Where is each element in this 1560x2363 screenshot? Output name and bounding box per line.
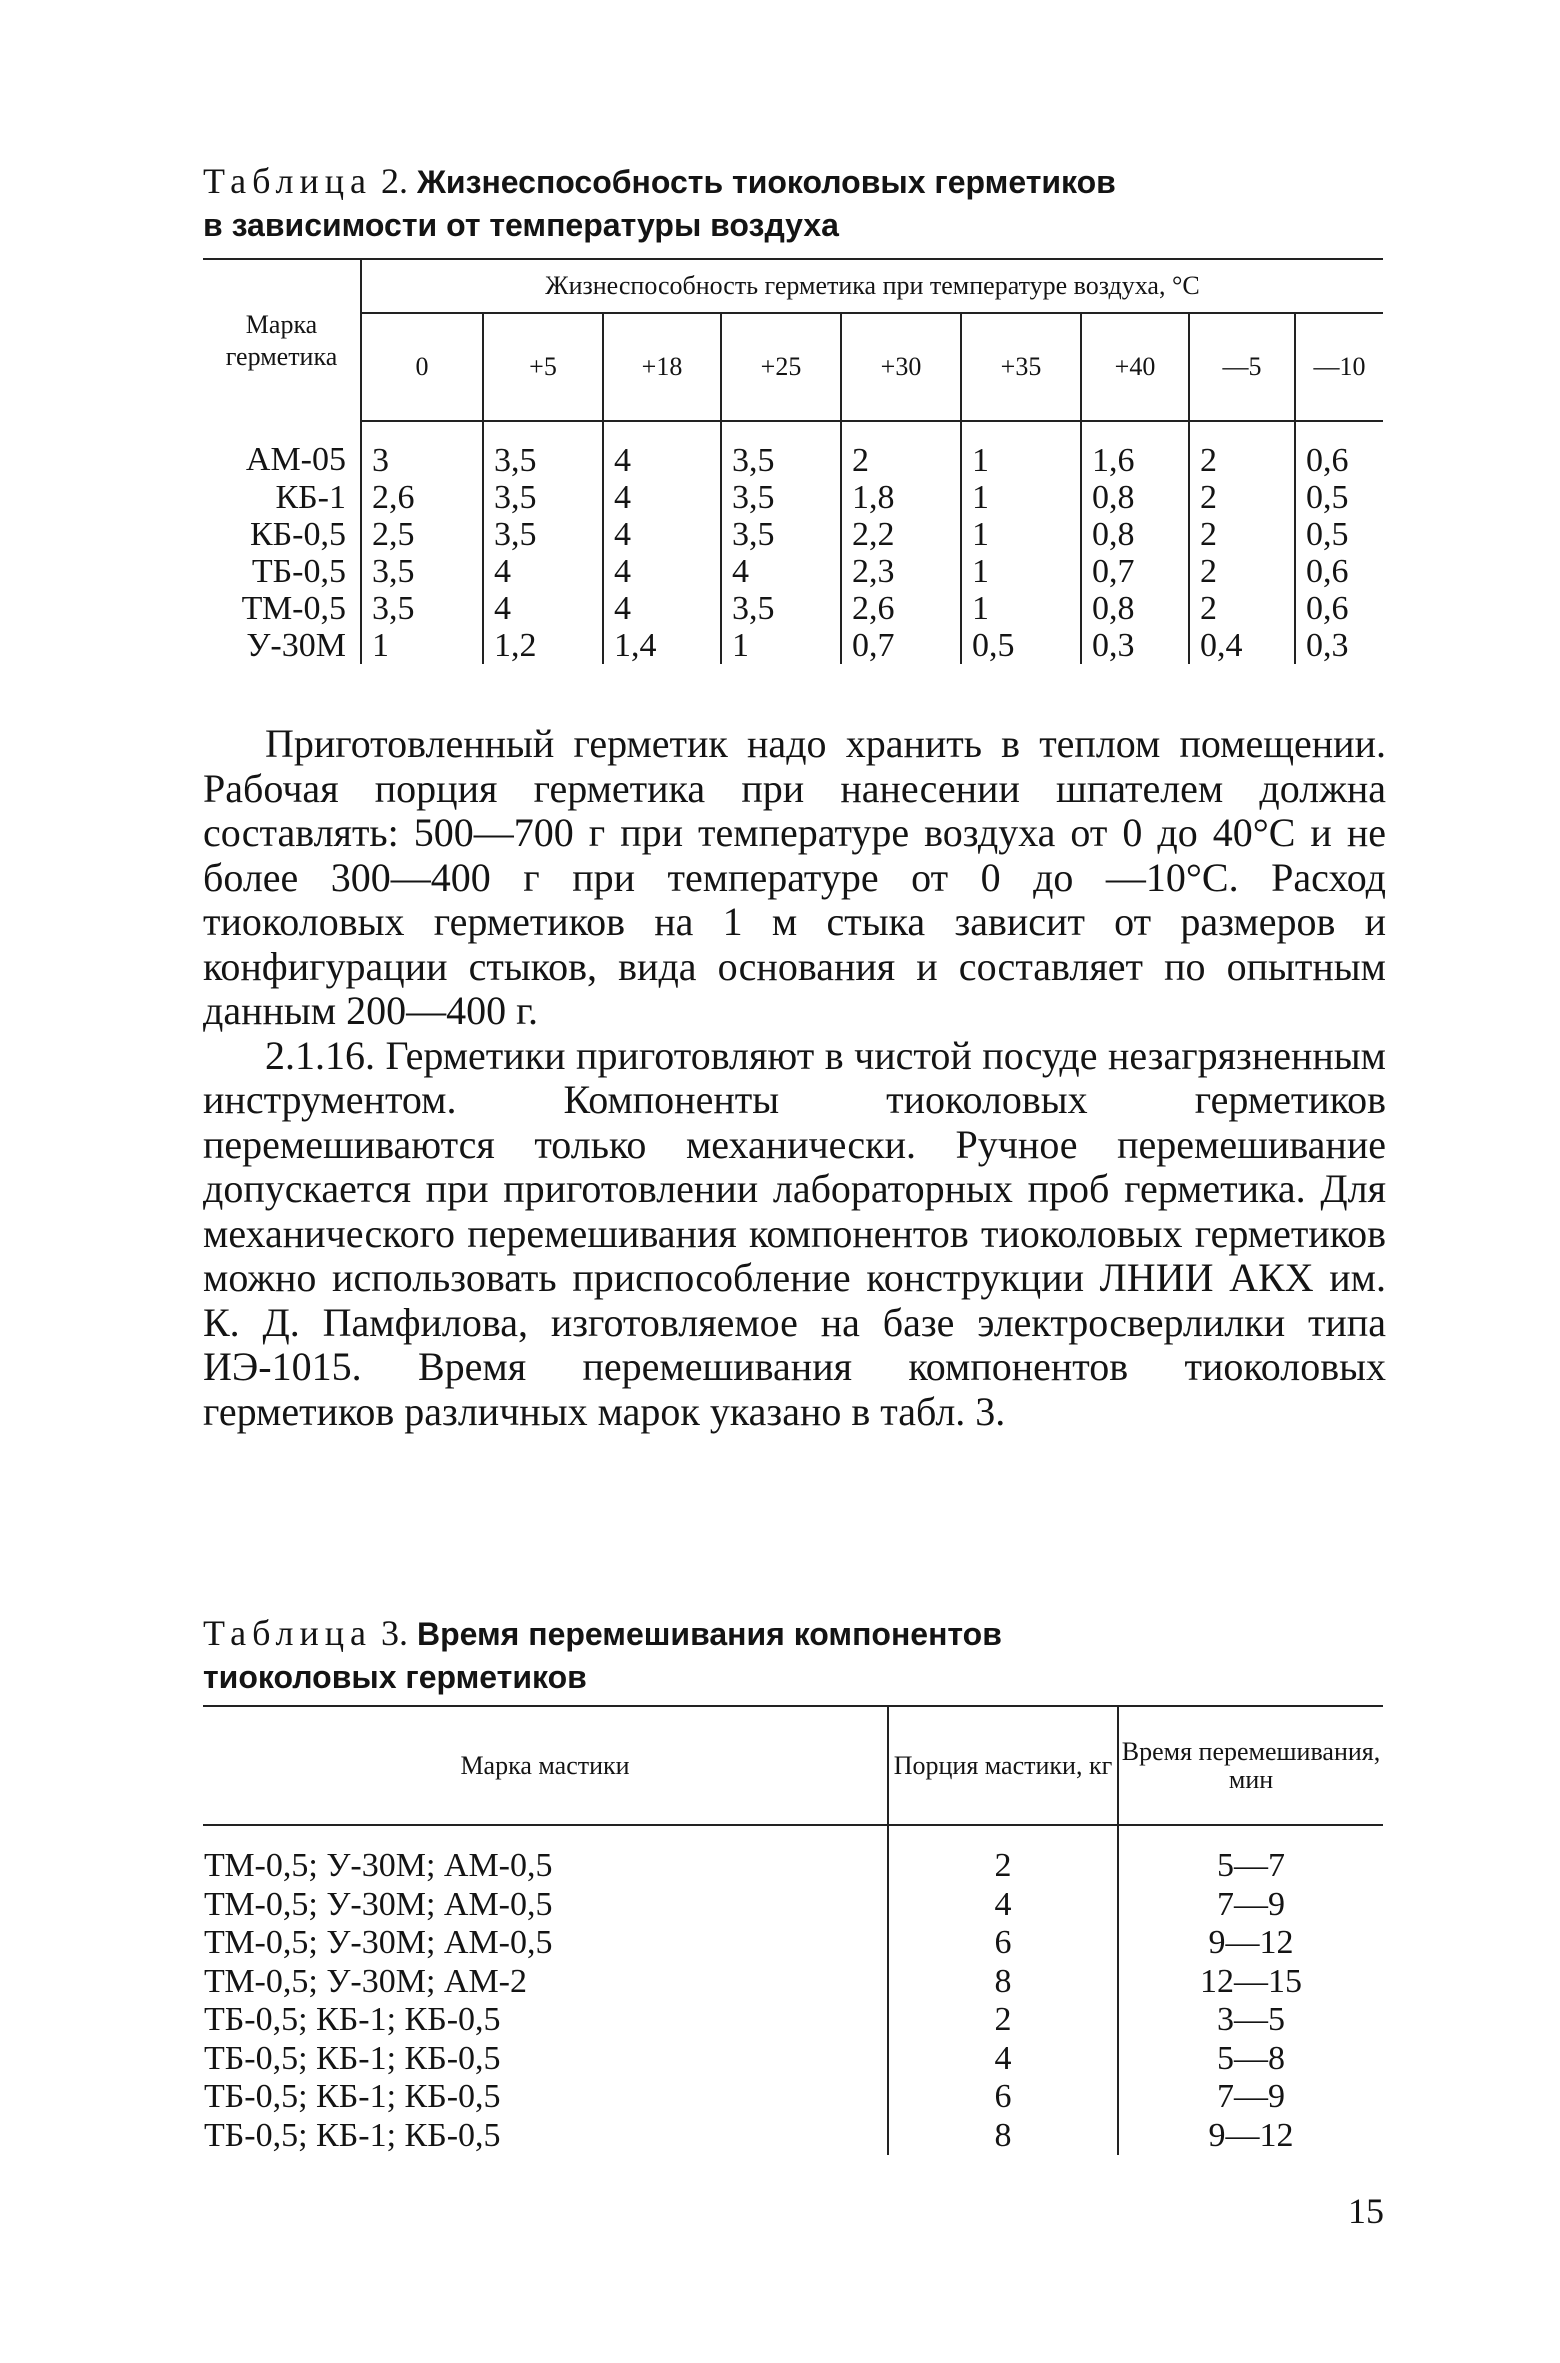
table-row <box>203 590 1383 627</box>
table2-cell: 1,4 <box>603 627 721 664</box>
table2-cell: 4 <box>721 553 841 590</box>
table-row <box>203 553 1383 590</box>
table2-cell: 1 <box>721 627 841 664</box>
table2-cell: 3,5 <box>721 421 841 479</box>
table2-cell: 1 <box>361 627 483 664</box>
table2-cell: 3,5 <box>721 516 841 553</box>
table2-cell: 0,5 <box>961 627 1081 664</box>
table3-cell: 4 <box>888 2040 1118 2079</box>
page-number: 15 <box>1348 2191 1384 2231</box>
table2-cell: 1,6 <box>1081 421 1189 479</box>
table2-brand-cell: КБ-0,5 <box>249 516 346 553</box>
table2-cell: 2 <box>1189 479 1295 516</box>
table2-cell: 0,7 <box>1081 553 1189 590</box>
table2-temp-header: 0 <box>361 313 483 421</box>
table2-cell: 2,5 <box>361 516 483 553</box>
table3-cell: 6 <box>888 2078 1118 2117</box>
table2-brand-cell: ТМ-0,5 <box>241 590 346 627</box>
table3-cell: 8 <box>888 2117 1118 2156</box>
table2-cell: 1 <box>961 553 1081 590</box>
table2-cell: 4 <box>603 479 721 516</box>
table2-temp-header: +40 <box>1081 313 1189 421</box>
table-row <box>203 2078 1383 2117</box>
table3-cell: 5—7 <box>1118 1825 1383 1886</box>
table2-temp-header: +30 <box>841 313 961 421</box>
table2-cell: 0,8 <box>1081 590 1189 627</box>
table2-title-line2: в зависимости от температуры воздуха <box>203 207 839 243</box>
table-row <box>203 2001 1383 2040</box>
table2-temp-header: —5 <box>1189 313 1295 421</box>
table2-cell: 1,2 <box>483 627 603 664</box>
table2-cell: 2 <box>1189 516 1295 553</box>
table-row <box>203 627 1383 664</box>
table2-cell: 3,5 <box>483 516 603 553</box>
table2-cell: 0,8 <box>1081 516 1189 553</box>
table2-number: 2. <box>380 161 408 201</box>
table2-temp-header: +5 <box>483 313 603 421</box>
table2-cell: 4 <box>603 421 721 479</box>
table3-header-time: Время перемешивания, мин <box>1118 1706 1383 1825</box>
table3-cell: 8 <box>888 1963 1118 2002</box>
table3-cell: ТБ-0,5; КБ-1; КБ-0,5 <box>204 2116 501 2154</box>
table3-cell: ТМ-0,5; У-30М; АМ-0,5 <box>204 1924 553 1961</box>
table2-cell: 0,3 <box>1081 627 1189 664</box>
table-row <box>203 2040 1383 2079</box>
table3-title-line1: Время перемешивания компонентов <box>416 1616 1002 1652</box>
table2-cell: 0,3 <box>1295 627 1383 664</box>
table3-cell: ТБ-0,5; КБ-1; КБ-0,5 <box>204 2078 501 2115</box>
table-row <box>203 1825 1383 1886</box>
table3-cell: 4 <box>888 1886 1118 1925</box>
table2-cell: 2 <box>1189 421 1295 479</box>
table2-cell: 4 <box>483 590 603 627</box>
table2-brand-cell: КБ-1 <box>275 479 346 516</box>
table2 <box>203 258 1383 664</box>
table3-cell: 7—9 <box>1118 2078 1383 2117</box>
table2-cell: 2,6 <box>361 479 483 516</box>
table3-cell: ТМ-0,5; У-30М; АМ-0,5 <box>204 1885 553 1923</box>
table3 <box>203 1705 1383 2155</box>
table3-cell: 12—15 <box>1118 1963 1383 2002</box>
table2-cell: 0,6 <box>1295 553 1383 590</box>
table2-cell: 3,5 <box>721 590 841 627</box>
paragraph: 2.1.16. Герметики приготовляют в чистой посуде незагрязненным инструментом. Компоненты тиоколовых герметиков перемешиваются только механически. Ручное перемешивание допускается при приготовлении лабораторных проб герметика. Для механического перемешивания компонентов тиоколовых герметиков можно использовать приспособление конструкции ЛНИИ АКХ им. К. Д. Памфилова, изготовляемое на базе электросверлилки типа ИЭ-1015. Время перемешивания компонентов тиоколовых герметиков различных марок указано в табл. 3. <box>203 1032 1386 1434</box>
table2-brand-header: Марка герметика <box>203 259 361 421</box>
table3-header-brand: Марка мастики <box>203 1706 888 1825</box>
table2-cell: 3,5 <box>361 553 483 590</box>
body-text <box>203 722 1386 1434</box>
table2-cell: 2,3 <box>841 553 961 590</box>
table2-brand-cell: ТБ-0,5 <box>251 553 346 590</box>
table3-cell: 9—12 <box>1118 2117 1383 2156</box>
table3-cell: 2 <box>888 2001 1118 2040</box>
table3-cell: 5—8 <box>1118 2040 1383 2079</box>
table2-cell: 1 <box>961 516 1081 553</box>
table2-cell: 3,5 <box>721 479 841 516</box>
table2-title-line1: Жизнеспособность тиоколовых герметиков <box>416 164 1116 200</box>
table2-cell: 3,5 <box>483 421 603 479</box>
table2-cell: 0,8 <box>1081 479 1189 516</box>
table2-cell: 0,5 <box>1295 479 1383 516</box>
table2-cell: 1 <box>961 590 1081 627</box>
table2-cell: 4 <box>603 590 721 627</box>
table2-cell: 0,5 <box>1295 516 1383 553</box>
paragraph: Приготовленный герметик надо хранить в теплом помещении. Рабочая порция герметика при нанесении шпателем должна составлять: 500—700 г при температуре воздуха от 0 до 40°С и не более 300—400 г при температуре от 0 до —10°С. Расход тиоколовых герметиков на 1 м стыка зависит от размеров и конфигурации стыков, вида основания и составляет по опытным данным 200—400 г. <box>203 721 1386 1033</box>
table2-caption <box>203 160 1383 246</box>
table2-cell: 1 <box>961 479 1081 516</box>
table-row <box>203 1963 1383 2002</box>
table2-cell: 2,2 <box>841 516 961 553</box>
table2-cell: 1,8 <box>841 479 961 516</box>
table2-cell: 3,5 <box>361 590 483 627</box>
table2-label: Таблица <box>203 161 372 201</box>
table2-cell: 0,7 <box>841 627 961 664</box>
table-row <box>203 421 1383 479</box>
table3-cell: ТБ-0,5; КБ-1; КБ-0,5 <box>204 2039 501 2077</box>
table-row <box>203 1886 1383 1925</box>
table-row <box>203 479 1383 516</box>
table3-cell: 7—9 <box>1118 1886 1383 1925</box>
table2-cell: 4 <box>603 553 721 590</box>
table3-number: 3. <box>380 1613 408 1653</box>
table3-title-line2: тиоколовых герметиков <box>203 1659 587 1695</box>
table2-temp-header: +35 <box>961 313 1081 421</box>
table2-cell: 0,4 <box>1189 627 1295 664</box>
table2-brand-cell: АМ-05 <box>245 441 346 478</box>
table-row <box>203 2117 1383 2156</box>
table2-cell: 0,6 <box>1295 590 1383 627</box>
table3-cell: 2 <box>888 1825 1118 1886</box>
table3-cell: ТБ-0,5; КБ-1; КБ-0,5 <box>204 2001 501 2038</box>
table2-temp-header: —10 <box>1295 313 1383 421</box>
table3-label: Таблица <box>203 1613 372 1653</box>
table2-cell: 2,6 <box>841 590 961 627</box>
table2-cell: 2 <box>1189 590 1295 627</box>
table2-brand-cell: У-30М <box>246 627 346 664</box>
table2-cell: 3,5 <box>483 479 603 516</box>
table2-temp-header: +25 <box>721 313 841 421</box>
table2-cell: 4 <box>483 553 603 590</box>
table2-cell: 1 <box>961 421 1081 479</box>
table2-cell: 2 <box>841 421 961 479</box>
table3-header-portion: Порция мастики, кг <box>888 1706 1118 1825</box>
table2-cell: 2 <box>1189 553 1295 590</box>
table2-span-header: Жизнеспособность герметика при температуре воздуха, °С <box>361 259 1383 313</box>
table-row <box>203 516 1383 553</box>
table3-caption <box>203 1612 1383 1698</box>
table3-cell: 9—12 <box>1118 1924 1383 1963</box>
table2-cell: 0,6 <box>1295 421 1383 479</box>
table3-cell: ТМ-0,5; У-30М; АМ-0,5 <box>204 1847 553 1884</box>
table2-temp-header: +18 <box>603 313 721 421</box>
table3-cell: 3—5 <box>1118 2001 1383 2040</box>
table-row <box>203 1924 1383 1963</box>
table3-cell: ТМ-0,5; У-30М; АМ-2 <box>204 1962 527 2000</box>
table2-cell: 4 <box>603 516 721 553</box>
table3-cell: 6 <box>888 1924 1118 1963</box>
table2-cell: 3 <box>361 421 483 479</box>
